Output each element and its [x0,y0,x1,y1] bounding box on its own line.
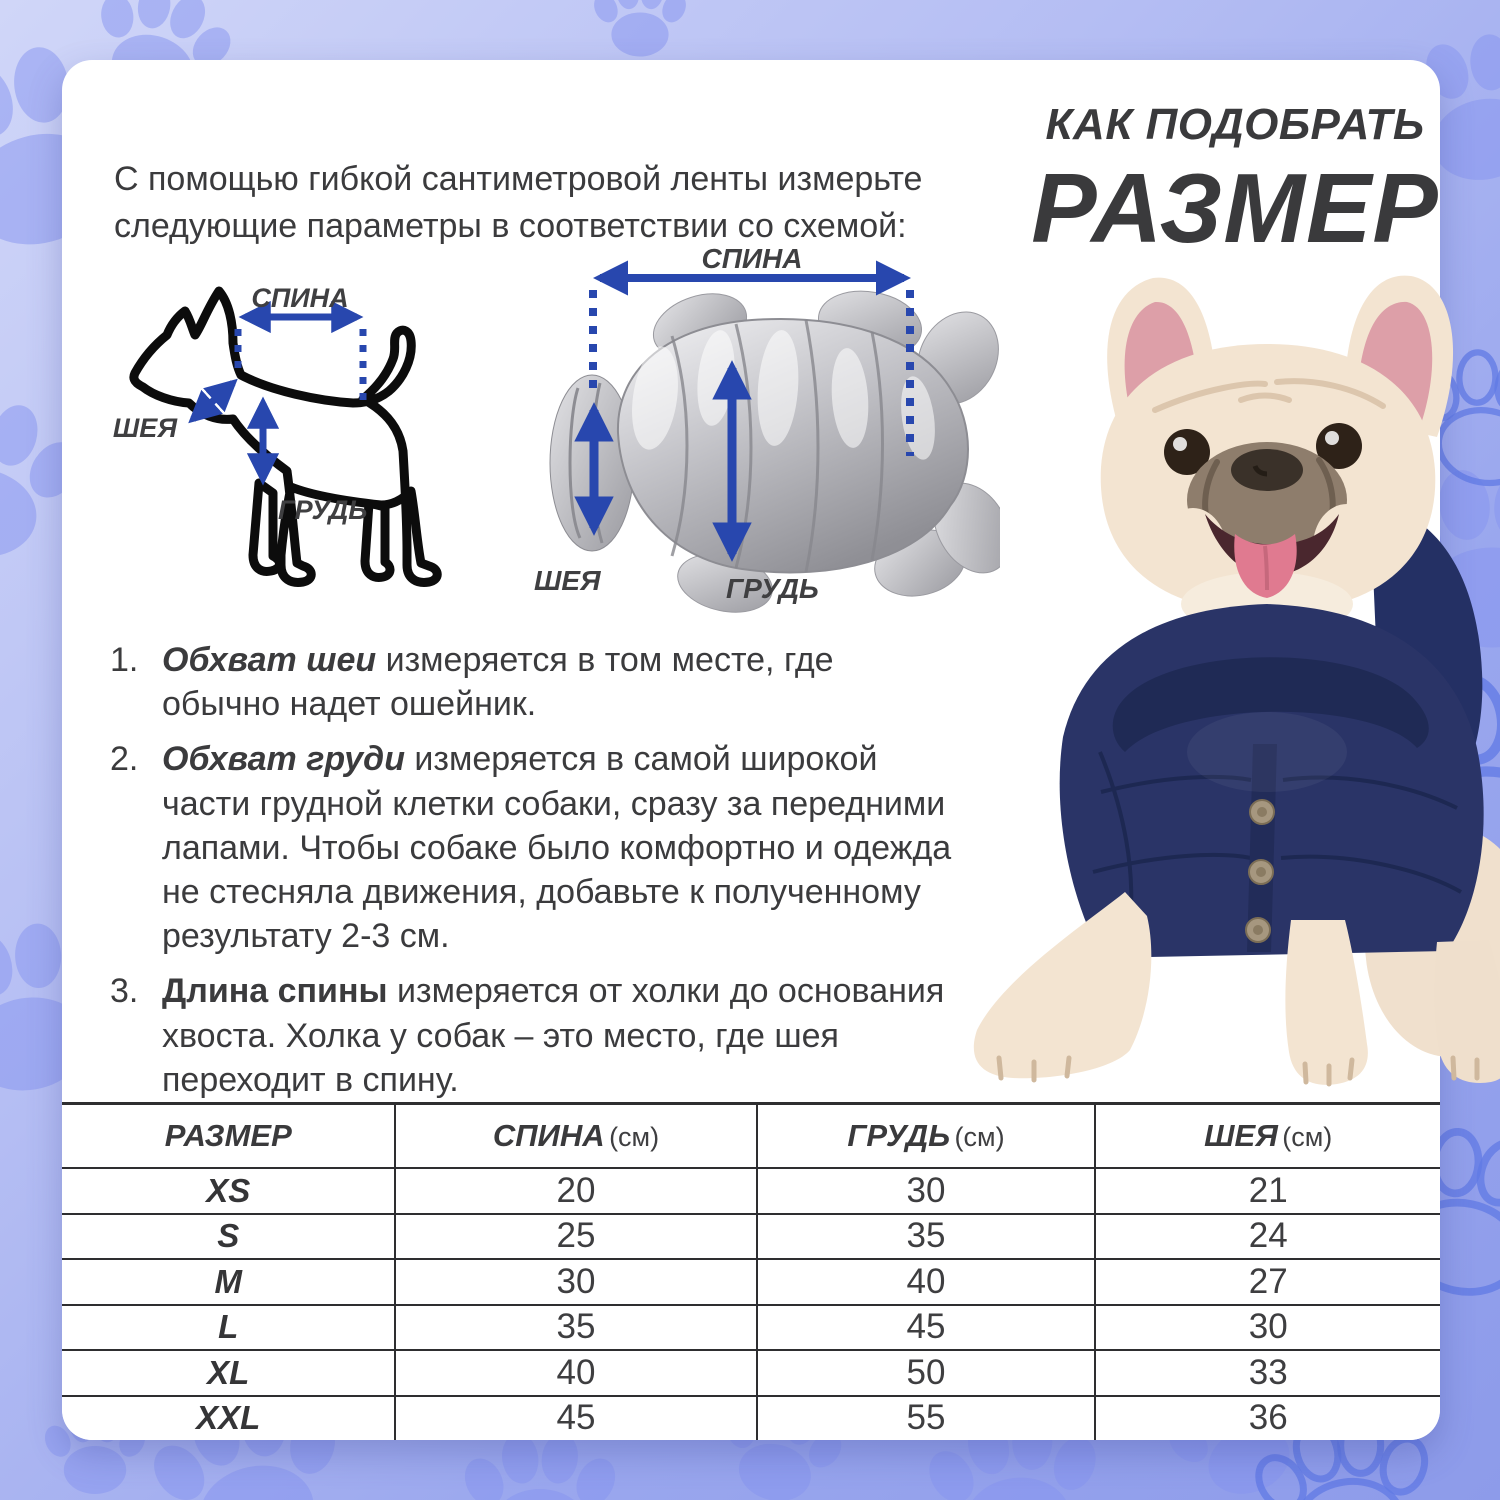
item-text: измеряется от холки до основания хвоста. Холка у собак – это место, где шея переходит в спину. [162,972,945,1099]
col-header-neck: ШЕЯ (см) [1095,1105,1440,1168]
neck-value: 24 [1095,1214,1440,1260]
table-row [62,1259,1440,1305]
bulldog-photo [950,252,1500,1092]
item-number: 1. [110,641,139,679]
table-row [62,1350,1440,1396]
size-label: S [62,1214,395,1260]
table-row [62,1305,1440,1351]
label-neck: ШЕЯ [534,565,601,596]
item-lead: Обхват груди [162,740,405,779]
back-value: 25 [395,1214,756,1260]
item-text: измеряется в самой широкой части грудной клетки собаки, сразу за передними лапами. Чтобы собаке было комфортно и одежда не стесняла движения, добавьте к полученному результату 2-3 см. [162,740,952,956]
instruction-item [110,969,956,1102]
item-lead: Обхват шеи [162,641,377,679]
item-lead: Длина спины [162,972,388,1011]
col-header-back: СПИНА (см) [395,1105,756,1168]
neck-value: 21 [1095,1168,1440,1214]
size-table-wrap [62,1102,1440,1440]
chest-value: 50 [757,1350,1096,1396]
jacket-measurement-diagram [520,238,1000,623]
col-header-chest: ГРУДЬ (см) [757,1105,1096,1168]
item-number: 2. [110,740,139,779]
label-neck: ШЕЯ [112,413,177,443]
neck-value: 33 [1095,1350,1440,1396]
col-header-size: РАЗМЕР [62,1105,395,1168]
chest-value: 45 [757,1305,1096,1351]
table-header-row [62,1105,1440,1168]
back-value: 40 [395,1350,756,1396]
page-title-line2: РАЗМЕР [1031,153,1439,263]
neck-value: 36 [1095,1396,1440,1441]
label-chest: ГРУДЬ [278,495,368,525]
chest-value: 40 [757,1259,1096,1305]
item-number: 3. [110,972,139,1011]
chest-value: 55 [757,1396,1096,1441]
instruction-item [110,638,956,726]
label-back: СПИНА [251,283,349,313]
back-value: 35 [395,1305,756,1351]
label-back: СПИНА [701,243,803,274]
jacket-photo [550,283,1000,621]
instruction-item [110,737,956,958]
intro-text: С помощью гибкой сантиметровой ленты измерьте следующие параметры в соответствии со схемой: [114,160,923,245]
chest-value: 35 [757,1214,1096,1260]
dog-measurement-diagram [95,255,525,615]
size-label: XL [62,1350,395,1396]
page-title-line1: КАК ПОДОБРАТЬ [1045,100,1425,149]
size-table [62,1105,1440,1440]
back-value: 30 [395,1259,756,1305]
table-row [62,1396,1440,1441]
back-value: 20 [395,1168,756,1214]
item-text: измеряется в том месте, где обычно надет ошейник. [162,641,834,724]
back-value: 45 [395,1396,756,1441]
label-chest: ГРУДЬ [726,573,819,604]
table-row [62,1168,1440,1214]
size-label: M [62,1259,395,1305]
dog-outline [134,291,437,582]
size-label: L [62,1305,395,1351]
neck-value: 27 [1095,1259,1440,1305]
neck-value: 30 [1095,1305,1440,1351]
size-label: XS [62,1168,395,1214]
table-row [62,1214,1440,1260]
measuring-instructions [110,638,956,1113]
page-title [1020,100,1440,265]
chest-value: 30 [757,1168,1096,1214]
bulldog [974,276,1500,1085]
size-label: XXL [62,1396,395,1441]
